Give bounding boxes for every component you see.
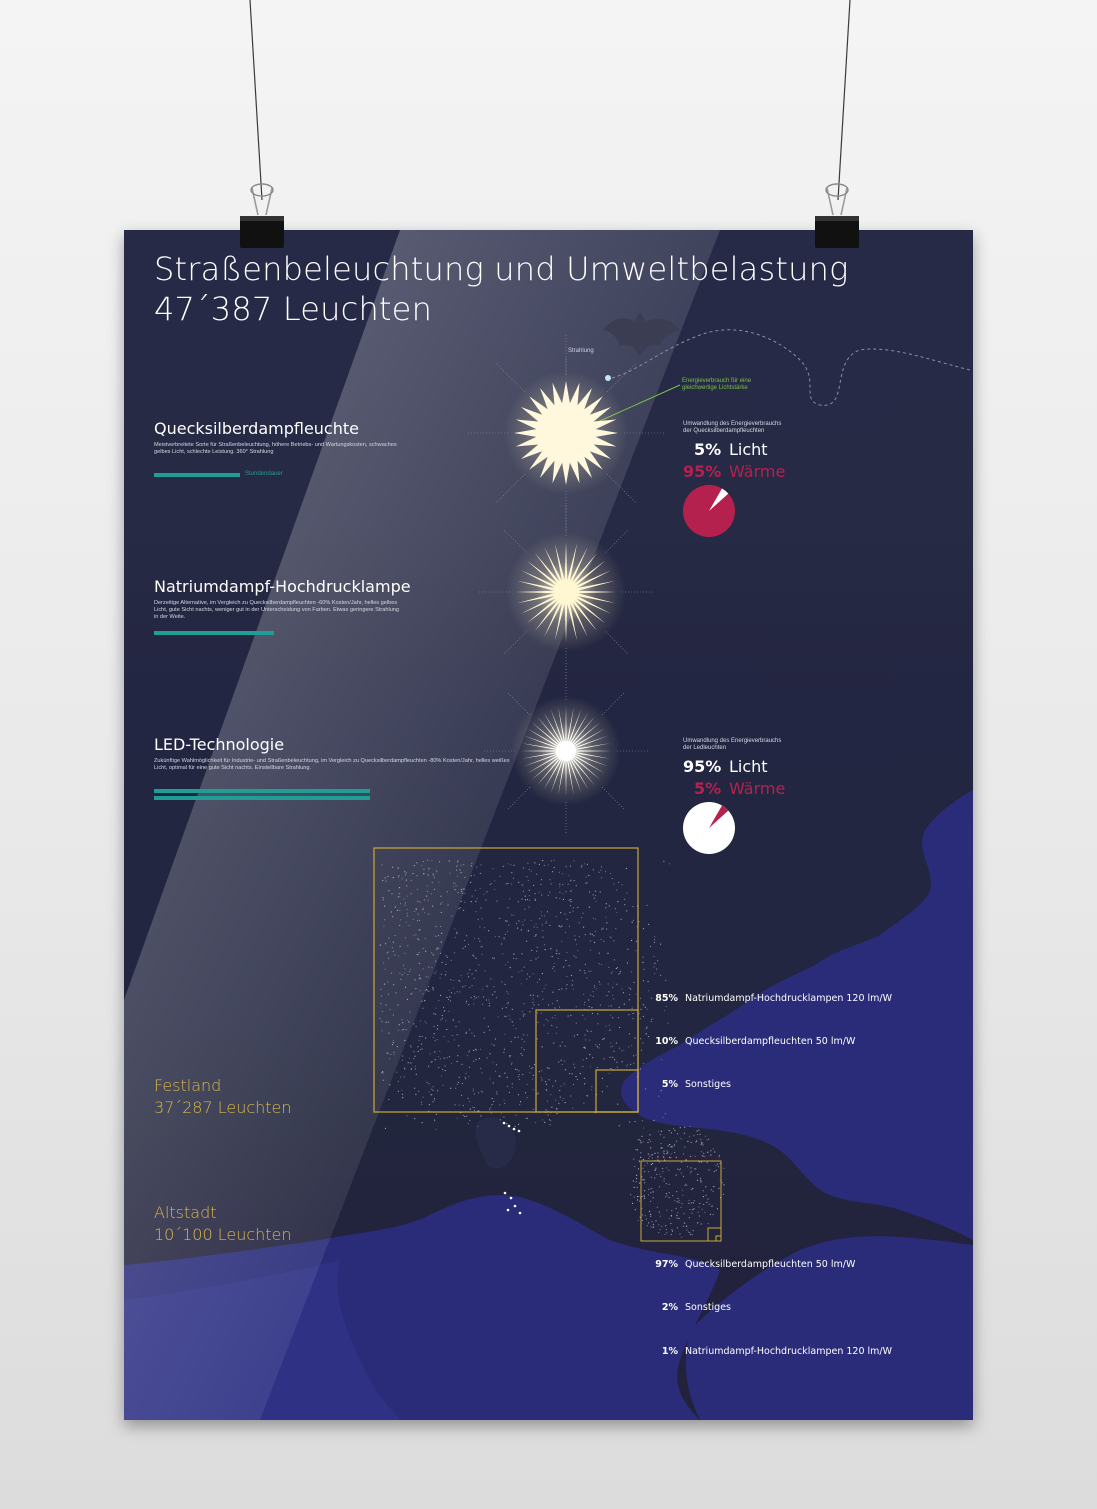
- altstadt-row-3-label: Natriumdampf-Hochdrucklampen 120 lm/W: [685, 1346, 893, 1357]
- altstadt-row-2-label: Sonstiges: [685, 1302, 732, 1313]
- energy-light-label-2: Licht: [729, 757, 768, 776]
- region-name-altstadt: Altstadt: [154, 1203, 217, 1222]
- altstadt-row-2-pct: 2%: [661, 1302, 678, 1313]
- festland-row-3-pct: 5%: [661, 1079, 678, 1090]
- bar-quecksilber: [154, 473, 240, 477]
- strahlung-label: Strahlung: [568, 348, 594, 354]
- bar-led-1: [154, 789, 370, 793]
- festland-row-3-label: Sonstiges: [685, 1079, 732, 1090]
- energy-heat-pct-2: 5%: [694, 779, 722, 798]
- pie-led: [683, 802, 735, 854]
- region-count-altstadt: 10´100 Leuchten: [154, 1225, 292, 1244]
- altstadt-row-3-pct: 1%: [661, 1346, 678, 1357]
- altstadt-row-1-label: Quecksilberdampfleuchten 50 lm/W: [685, 1259, 856, 1270]
- insect-icon: [605, 375, 611, 381]
- region-name-festland: Festland: [154, 1076, 222, 1095]
- lamp-heading-natrium: Natriumdampf-Hochdrucklampe: [154, 577, 411, 596]
- bar-label-stundendauer: Stundendauer: [245, 471, 283, 477]
- lamp-description-quecksilber: Meistverbreitete Sorte für Straßenbeleuchtung, höhere Betriebs- und Wartungskosten, schwaches gelbes Licht, schlechte Leistung. 360° Strahlung: [154, 442, 397, 455]
- festland-row-2-label: Quecksilberdampfleuchten 50 lm/W: [685, 1036, 856, 1047]
- lamp-heading-quecksilber: Quecksilberdampfleuchte: [154, 419, 359, 438]
- energy-caption-quecksilber: Umwandlung des Energieverbrauchs der Quecksilberdampfleuchten: [683, 421, 782, 434]
- hanging-string-right: [838, 0, 850, 200]
- festland-row-1-label: Natriumdampf-Hochdrucklampen 120 lm/W: [685, 993, 893, 1004]
- energy-light-label-1: Licht: [729, 440, 768, 459]
- lamp-heading-led: LED-Technologie: [154, 735, 285, 754]
- festland-row-1-pct: 85%: [655, 993, 678, 1004]
- binder-clip-right: [815, 184, 859, 248]
- altstadt-row-1-pct: 97%: [655, 1259, 678, 1270]
- festland-row-2-pct: 10%: [655, 1036, 678, 1047]
- poster-title-line2: 47´387 Leuchten: [154, 290, 433, 328]
- energy-heat-label-2: Wärme: [729, 779, 786, 798]
- bar-led-2: [154, 796, 370, 800]
- region-count-festland: 37´287 Leuchten: [154, 1098, 292, 1117]
- bar-group-1: [154, 473, 240, 477]
- energy-light-pct-2: 95%: [683, 757, 722, 776]
- lamp-description-natrium: Derzeitige Alternative, im Vergleich zu Quecksilberdampfleuchten -60% Kosten/Jahr, helles gelbes Licht, gute Sicht nachts, weniger gut in der Unterscheidung von Farben. Etwas geringere Strahlung in der Weite.: [154, 600, 400, 620]
- poster-title-line1: Straßenbeleuchtung und Umweltbelastung: [154, 250, 849, 288]
- hanging-string-left: [250, 0, 262, 200]
- energy-note: Energieverbrauch für eine gleichwertige Lichtstärke: [682, 378, 752, 391]
- bar-natrium: [154, 631, 274, 635]
- energy-caption-led: Umwandlung des Energieverbrauchs der Ledleuchten: [683, 738, 782, 751]
- energy-heat-pct-1: 95%: [683, 462, 722, 481]
- pie-quecksilber: [683, 485, 735, 537]
- burst-led: [484, 669, 648, 833]
- energy-light-pct-1: 5%: [694, 440, 722, 459]
- bar-group-2: [154, 631, 274, 635]
- energy-heat-label-1: Wärme: [729, 462, 786, 481]
- lamp-description-led: Zukünftige Wahlmöglichkeit für Industrie- und Straßenbeleuchtung, im Vergleich zu Quecksilberdampfleuchten -80% Kosten/Jahr, helles weißes Licht, optimal für eine gute Sicht nachts. Einstellbare Strahlung.: [154, 758, 510, 771]
